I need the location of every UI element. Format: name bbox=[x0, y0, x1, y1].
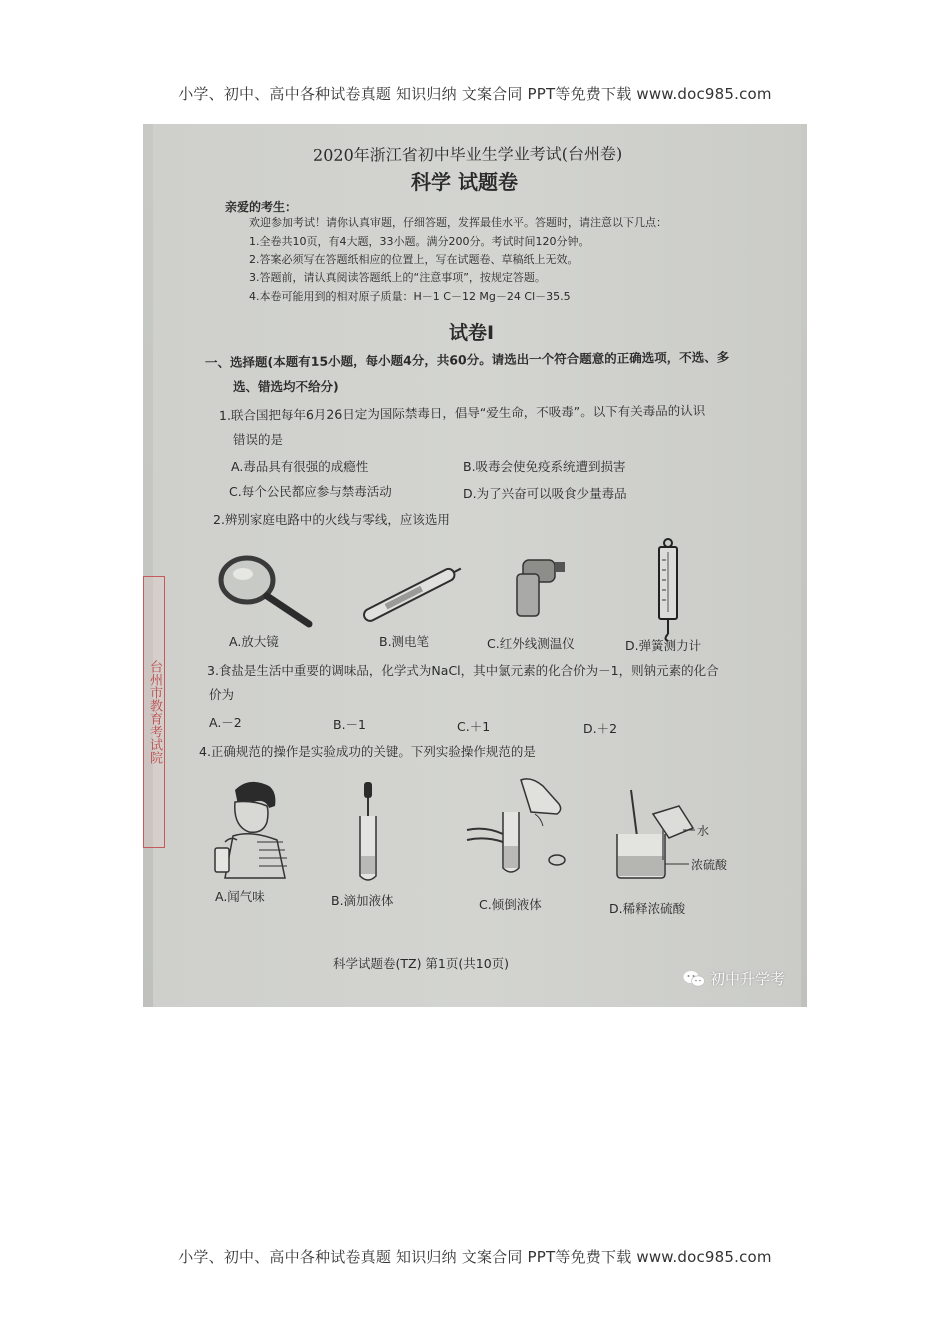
q1-option-a: A.毒品具有很强的成瘾性 bbox=[231, 459, 369, 474]
dropper-tube-figure bbox=[353, 780, 383, 884]
q3-option-c: C.＋1 bbox=[457, 719, 491, 734]
part1-heading-line1: 一、选择题(本题有15小题，每小题4分，共60分。请选出一个符合题意的正确选项，不选、多 bbox=[204, 349, 730, 370]
part1-heading-line2: 选、错选均不给分) bbox=[233, 379, 339, 394]
note-2: 2.答案必须写在答题纸相应的位置上，写在试题卷、草稿纸上无效。 bbox=[249, 253, 579, 266]
q3-option-d: D.＋2 bbox=[583, 721, 618, 736]
section-title: 试卷Ⅰ bbox=[449, 322, 495, 344]
q4-stem: 4.正确规范的操作是实验成功的关键。下列实验操作规范的是 bbox=[199, 744, 536, 759]
q4-label-water: 水 bbox=[697, 824, 710, 838]
pouring-liquid-figure bbox=[463, 776, 571, 880]
q3-option-b: B.－1 bbox=[333, 717, 367, 732]
exam-photo bbox=[143, 124, 807, 1007]
spring-scale-figure bbox=[653, 538, 683, 642]
q1-stem-line1: 1.联合国把每年6月26日定为国际禁毒日，倡导“爱生命，不吸毒”。以下有关毒品的认识 bbox=[218, 402, 706, 423]
q1-stem-line2: 错误的是 bbox=[233, 432, 284, 447]
exam-paper bbox=[153, 124, 801, 1007]
note-4: 4.本卷可能用到的相对原子质量：H－1 C－12 Mg－24 Cl－35.5 bbox=[249, 290, 571, 303]
q4-option-d: D.稀释浓硫酸 bbox=[609, 901, 686, 916]
ir-thermometer-figure bbox=[503, 556, 573, 620]
q4-option-c: C.倾倒液体 bbox=[479, 897, 542, 912]
q2-option-d: D.弹簧测力计 bbox=[625, 638, 702, 653]
q3-stem-line2: 价为 bbox=[209, 687, 235, 702]
wechat-watermark-text: 初中升学考 bbox=[709, 970, 785, 988]
q1-option-b: B.吸毒会使免疫系统遭到损害 bbox=[463, 459, 626, 474]
q4-label-acid: 浓硫酸 bbox=[691, 858, 728, 872]
wechat-watermark bbox=[683, 968, 785, 989]
wechat-icon bbox=[683, 970, 705, 988]
greeting: 亲爱的考生： bbox=[225, 200, 298, 214]
q3-option-a: A.－2 bbox=[209, 715, 242, 730]
note-1: 1.全卷共10页，有4大题，33小题。满分200分。考试时间120分钟。 bbox=[249, 235, 590, 248]
magnifier-figure bbox=[215, 552, 315, 630]
intro-text: 欢迎参加考试！请你认真审题，仔细答题，发挥最佳水平。答题时，请注意以下几点： bbox=[249, 216, 667, 229]
header-banner: 小学、初中、高中各种试卷真题 知识归纳 文案合同 PPT等免费下载 www.doc985.com bbox=[178, 85, 772, 103]
q2-stem: 2.辨别家庭电路中的火线与零线，应该选用 bbox=[213, 512, 450, 527]
q1-option-d: D.为了兴奋可以吸食少量毒品 bbox=[463, 486, 627, 501]
test-pen-figure bbox=[353, 564, 469, 624]
q4-option-a: A.闻气味 bbox=[215, 889, 265, 904]
q1-option-c: C.每个公民都应参与禁毒活动 bbox=[229, 484, 392, 499]
note-3: 3.答题前，请认真阅读答题纸上的“注意事项”，按规定答题。 bbox=[249, 271, 546, 284]
exam-title: 2020年浙江省初中毕业生学业考试(台州卷) bbox=[312, 144, 623, 165]
exam-subtitle: 科学 试题卷 bbox=[411, 170, 518, 194]
stamp-seal: 台州市教育考试院 bbox=[143, 576, 165, 848]
q2-option-c: C.红外线测温仪 bbox=[487, 636, 575, 651]
q2-option-a: A.放大镜 bbox=[229, 634, 279, 649]
smelling-boy-figure bbox=[213, 776, 291, 880]
footer-banner: 小学、初中、高中各种试卷真题 知识归纳 文案合同 PPT等免费下载 www.doc985.com bbox=[178, 1248, 772, 1266]
q3-stem-line1: 3.食盐是生活中重要的调味品，化学式为NaCl，其中氯元素的化合价为－1，则钠元素的化合 bbox=[207, 663, 719, 678]
q4-option-b: B.滴加液体 bbox=[331, 893, 394, 908]
q2-option-b: B.测电笔 bbox=[379, 634, 430, 649]
page-footer: 科学试题卷(TZ) 第1页(共10页) bbox=[333, 956, 510, 971]
